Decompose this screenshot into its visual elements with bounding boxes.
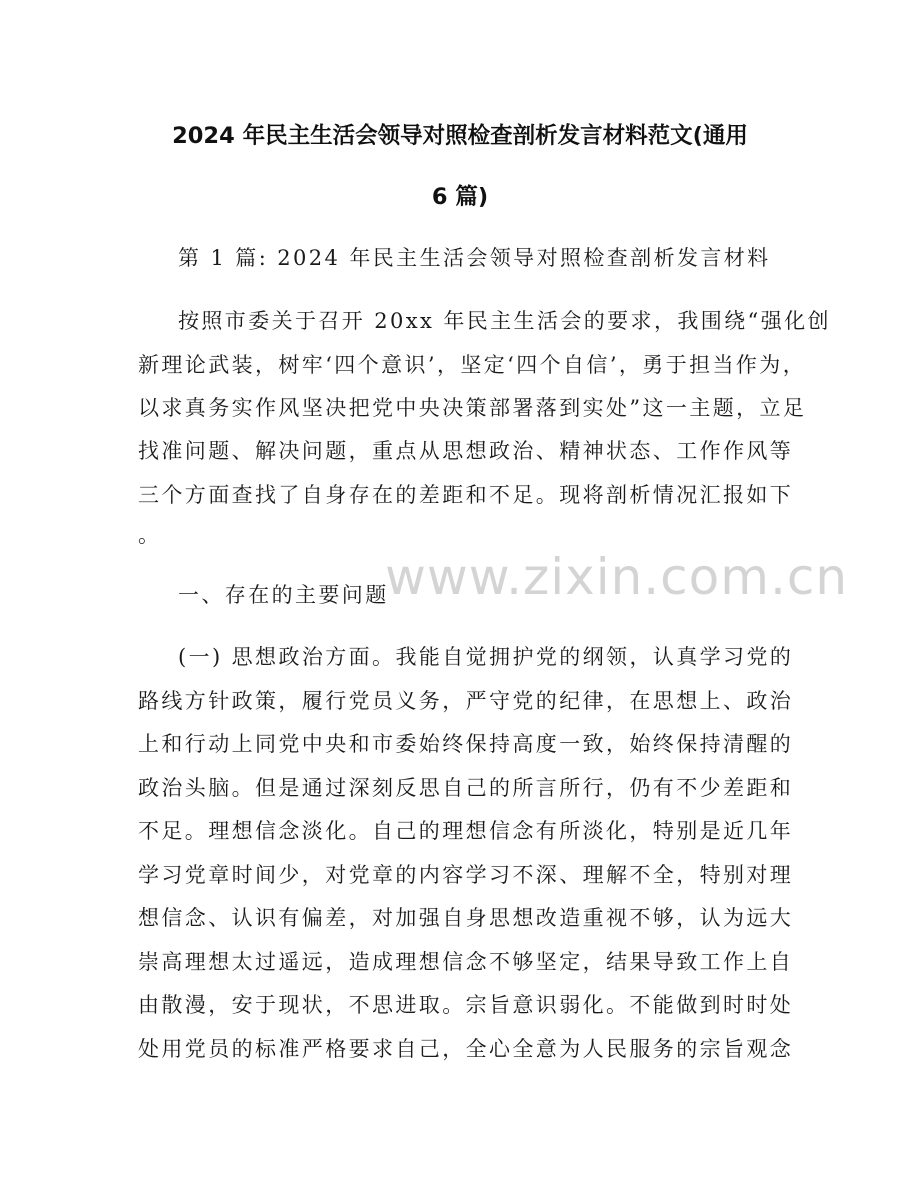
paragraph-line: 按照市委关于召开 20xx 年民主生活会的要求，我围绕“强化创 [178,309,831,333]
paragraph-line: 上和行动上同党中央和市委始终保持高度一致，始终保持清醒的 [138,732,794,756]
paragraph-line: 处用党员的标准严格要求自己，全心全意为人民服务的宗旨观念 [138,1037,794,1061]
paragraph-line: 不足。理想信念淡化。自己的理想信念有所淡化，特别是近几年 [138,819,794,843]
paragraph-line: 新理论武装，树牢‘四个意识’，坚定‘四个自信’，勇于担当作为， [138,353,807,377]
paragraph-line: 想信念、认识有偏差，对加强自身思想改造重视不够，认为远大 [138,906,794,930]
paragraph-line: 政治头脑。但是通过深刻反思自己的所言所行，仍有不少差距和 [138,776,794,800]
watermark: www.zixin.com.cn [385,548,849,606]
paragraph-line: 三个方面查找了自身存在的差距和不足。现将剖析情况汇报如下 [138,483,794,507]
paragraph-line: 找准问题、解决问题，重点从思想政治、精神状态、工作作风等 [138,439,794,463]
chapter-heading: 第 1 篇: 2024 年民主生活会领导对照检查剖析发言材料 [178,246,771,270]
paragraph-line: 。 [138,523,162,547]
paragraph-line: 由散漫，安于现状，不思进取。宗旨意识弱化。不能做到时时处 [138,993,794,1017]
document-title-line-2: 6 篇) [431,184,489,210]
paragraph-line: 崇高理想太过遥远，造成理想信念不够坚定，结果导致工作上自 [138,950,794,974]
paragraph-line: 学习党章时间少，对党章的内容学习不深、理解不全，特别对理 [138,863,794,887]
section-heading: 一、存在的主要问题 [178,583,389,607]
paragraph-line: 以求真务实作风坚决把党中央决策部署落到实处”这一主题，立足 [138,396,807,420]
document-title-line-1: 2024 年民主生活会领导对照检查剖析发言材料范文(通用 [172,123,748,149]
paragraph-line: 路线方针政策，履行党员义务，严守党的纪律，在思想上、政治 [138,689,794,713]
paragraph-line: (一) 思想政治方面。我能自觉拥护党的纲领，认真学习党的 [178,645,794,669]
